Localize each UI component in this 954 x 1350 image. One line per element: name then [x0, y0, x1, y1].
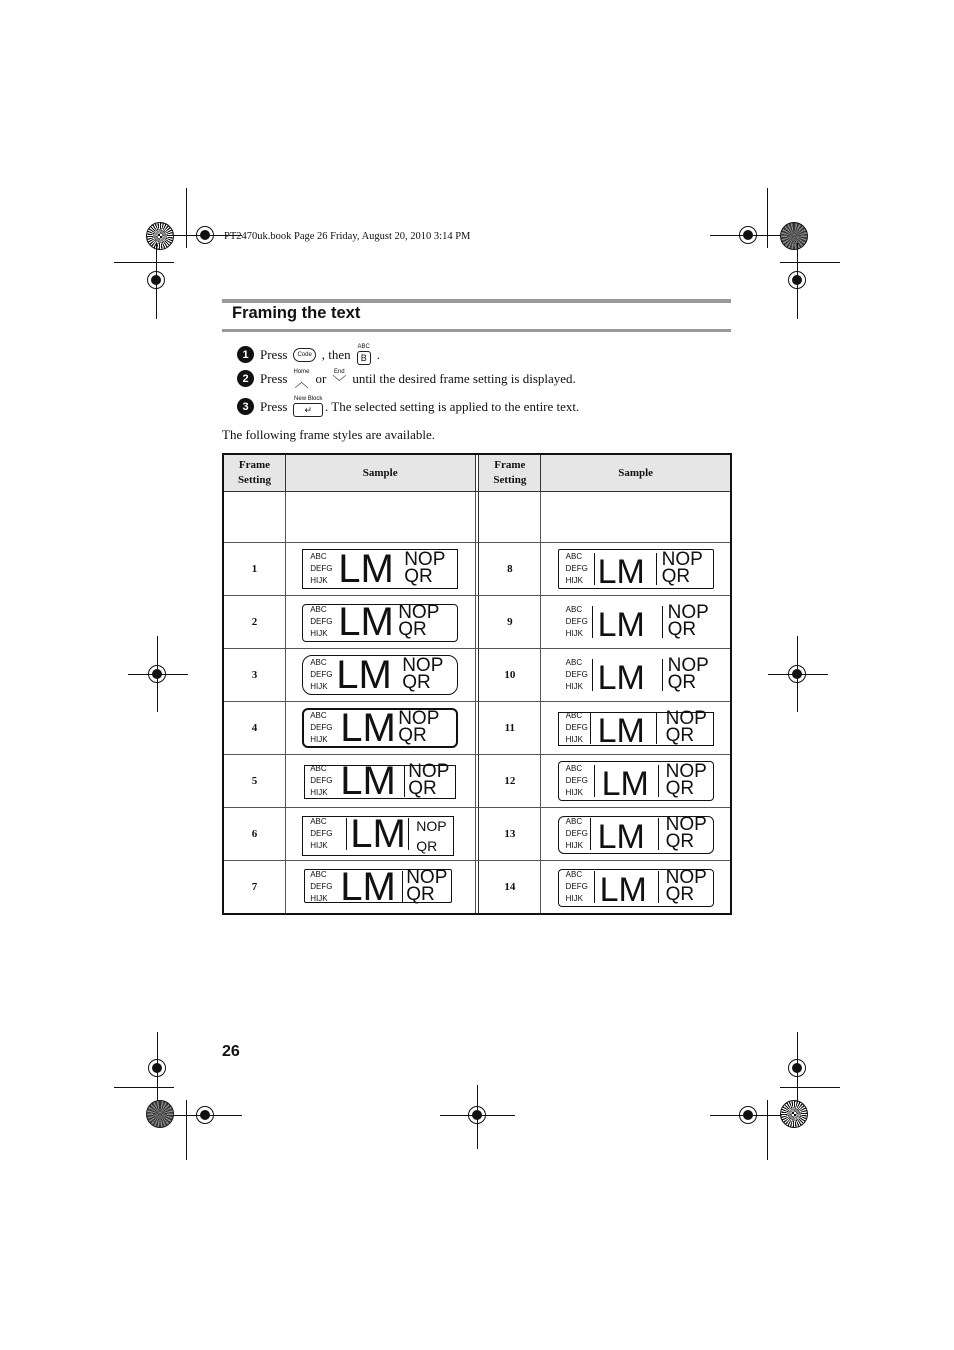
table-row [223, 649, 731, 702]
sample-cell [285, 702, 475, 755]
sample-medium-text [668, 657, 709, 691]
step-text: Press [260, 398, 288, 414]
sample-large-text: LM [597, 712, 645, 750]
header-sample: Sample [285, 454, 475, 492]
sample-line: ABC [310, 605, 327, 614]
sample-line: ABC [310, 658, 327, 667]
sample-small-text [310, 763, 332, 799]
home-up-key-icon: Home ︿ [293, 369, 310, 390]
sample-small-text [566, 710, 588, 746]
sample-line: QR [408, 778, 437, 799]
sample-medium-text [398, 604, 439, 638]
frame-divider [656, 553, 657, 585]
sample-large-text: LM [597, 818, 645, 856]
section-rule-top [222, 299, 731, 303]
step-text: or [315, 370, 327, 386]
frame-divider [404, 765, 405, 797]
sample-line: QR [398, 725, 427, 746]
sample-line: QR [667, 619, 697, 640]
step-number: 3 [237, 398, 254, 415]
sample-line: HIJK [310, 841, 328, 850]
sample-large-text: LM [340, 865, 396, 909]
sample-large-text: LM [350, 812, 406, 856]
step-text: until the desired frame setting is displayed. [352, 370, 576, 386]
sample-line: DEFG [565, 776, 588, 785]
sample-medium-text [406, 869, 447, 903]
frame-sample-12 [558, 761, 714, 801]
sample-line: ABC [565, 658, 583, 667]
frame-sample-7 [302, 867, 458, 907]
sample-cell [541, 861, 731, 915]
sample-line: ABC [565, 711, 583, 720]
sample-line: QR [398, 619, 427, 640]
sample-medium-text [404, 551, 445, 585]
frame-setting-number: 7 [223, 861, 285, 915]
step-text: . [376, 346, 380, 362]
sample-line: NOP [665, 708, 707, 729]
sample-line: HIJK [310, 788, 328, 797]
sample-large-text: LM [601, 765, 649, 803]
frame-styles-table [222, 453, 732, 915]
frame-sample-8 [558, 549, 714, 589]
table-header-row [223, 454, 731, 492]
sample-small-text [310, 816, 332, 852]
sample-line: NOP [398, 602, 440, 623]
sample-small-text [566, 551, 588, 587]
frame-divider [402, 871, 403, 903]
sample-cell [285, 649, 475, 702]
section-title: Framing the text [232, 304, 361, 322]
sample-large-text: LM [597, 553, 645, 591]
sample-line: DEFG [565, 564, 588, 573]
sample-line: HIJK [310, 576, 328, 585]
sample-large-text: LM [599, 871, 647, 909]
enter-key-icon: New Block ↵ [294, 396, 323, 415]
sample-small-text [310, 869, 332, 905]
header-separator [223, 492, 731, 543]
sample-small-text [566, 816, 588, 852]
separator-cell [479, 492, 541, 543]
frame-divider [594, 765, 595, 797]
frame-divider [590, 818, 591, 850]
sample-line: DEFG [310, 882, 333, 891]
sample-medium-text [416, 816, 446, 856]
sample-line: QR [402, 672, 431, 693]
frame-setting-number: 11 [479, 702, 541, 755]
sample-line: ABC [565, 552, 583, 561]
sample-large-text: LM [340, 759, 396, 803]
sample-line: DEFG [310, 829, 333, 838]
sample-line: DEFG [310, 617, 333, 626]
sample-cell [285, 596, 475, 649]
sample-line: QR [665, 778, 695, 799]
sample-line: NOP [406, 867, 448, 888]
sample-line: ABC [310, 764, 327, 773]
sample-line: ABC [565, 817, 583, 826]
frame-setting-number: 5 [223, 755, 285, 808]
sample-line: NOP [665, 867, 707, 888]
sample-line: NOP [665, 761, 707, 782]
sample-medium-text [666, 763, 707, 797]
table-row [223, 808, 731, 861]
sample-large-text: LM [336, 653, 392, 697]
step-text: . The selected setting is applied to the entire text. [325, 398, 580, 414]
sample-line: DEFG [565, 670, 588, 679]
frame-divider [658, 818, 659, 850]
frame-setting-number: 13 [479, 808, 541, 861]
frame-setting-number: 9 [479, 596, 541, 649]
sample-line: NOP [665, 814, 707, 835]
sample-medium-text [662, 551, 703, 585]
frame-divider [346, 818, 347, 850]
sample-line: QR [665, 725, 695, 746]
step-number: 2 [237, 370, 254, 387]
frame-sample-13 [558, 814, 714, 854]
frame-sample-14 [558, 867, 714, 907]
sample-line: HIJK [310, 894, 328, 903]
sample-line: NOP [402, 655, 444, 676]
separator-cell [223, 492, 285, 543]
sample-line: NOP [398, 708, 440, 729]
table-row [223, 702, 731, 755]
frame-setting-number: 2 [223, 596, 285, 649]
sample-large-text: LM [340, 706, 396, 750]
sample-small-text [310, 551, 332, 587]
intro-text: The following frame styles are available. [222, 427, 435, 442]
sample-line: DEFG [565, 617, 588, 626]
frame-sample-3 [302, 655, 458, 695]
sample-cell [541, 649, 731, 702]
sample-cell [541, 755, 731, 808]
frame-divider [592, 606, 593, 638]
frame-divider [656, 712, 657, 744]
step-text: Press [260, 346, 288, 362]
step-text: Press [260, 370, 288, 386]
sample-large-text: LM [597, 606, 645, 644]
sample-medium-text [668, 604, 709, 638]
table-row [223, 596, 731, 649]
b-key-icon: ABC B [357, 344, 370, 363]
sample-line: HIJK [565, 682, 583, 691]
sample-line: ABC [565, 870, 583, 879]
sample-line: QR [404, 566, 433, 587]
frame-sample-1 [302, 549, 458, 589]
sample-line: DEFG [565, 723, 588, 732]
sample-line: DEFG [565, 882, 588, 891]
step-number: 1 [237, 346, 254, 363]
sample-line: QR [665, 831, 695, 852]
sample-medium-text [666, 869, 707, 903]
frame-divider [408, 818, 409, 850]
frame-sample-10 [558, 655, 714, 695]
sample-line: QR [406, 884, 435, 905]
sample-medium-text [666, 710, 707, 744]
sample-line: NOP [404, 549, 446, 570]
frame-divider [594, 871, 595, 903]
sample-cell [541, 702, 731, 755]
step-2 [237, 369, 576, 388]
sample-small-text [566, 657, 588, 693]
frame-sample-4 [302, 708, 458, 748]
sample-cell [285, 755, 475, 808]
separator-cell [285, 492, 475, 543]
sample-medium-text [402, 657, 443, 691]
sample-large-text: LM [338, 547, 394, 591]
sample-line: QR [667, 672, 697, 693]
sample-line: NOP [667, 655, 709, 676]
frame-divider [658, 765, 659, 797]
sample-line: DEFG [310, 670, 333, 679]
sample-medium-text [666, 816, 707, 850]
sample-large-text: LM [597, 659, 645, 697]
frame-divider [658, 871, 659, 903]
sample-line: ABC [565, 605, 583, 614]
sample-line: QR [661, 566, 691, 587]
frame-divider [662, 659, 663, 691]
sample-line: QR [416, 838, 438, 854]
frame-setting-number: 12 [479, 755, 541, 808]
sample-line: ABC [310, 817, 327, 826]
sample-line: ABC [310, 711, 327, 720]
frame-setting-number: 3 [223, 649, 285, 702]
sample-line: NOP [661, 549, 703, 570]
sample-small-text [566, 604, 588, 640]
sample-line: HIJK [565, 788, 583, 797]
sample-small-text [566, 763, 588, 799]
sample-line: HIJK [310, 735, 328, 744]
section-rule-bottom [222, 329, 731, 332]
sample-line: DEFG [310, 776, 333, 785]
sample-line: NOP [667, 602, 709, 623]
frame-sample-2 [302, 602, 458, 642]
header-frame-setting: Frame Setting [223, 454, 285, 492]
table-row [223, 755, 731, 808]
sample-line: HIJK [565, 629, 583, 638]
sample-small-text [566, 869, 588, 905]
sample-cell [541, 808, 731, 861]
sample-medium-text [408, 763, 449, 797]
sample-line: NOP [416, 818, 447, 834]
sample-line: HIJK [310, 629, 328, 638]
frame-setting-number: 14 [479, 861, 541, 915]
sample-cell [541, 543, 731, 596]
sample-line: DEFG [310, 564, 333, 573]
sample-line: DEFG [310, 723, 333, 732]
sample-medium-text [398, 710, 439, 744]
sample-line: HIJK [565, 841, 583, 850]
sample-line: NOP [408, 761, 450, 782]
frame-sample-5 [302, 761, 458, 801]
page-number: 26 [222, 1043, 240, 1060]
sample-line: ABC [310, 870, 327, 879]
sample-line: HIJK [565, 576, 583, 585]
frame-sample-11 [558, 708, 714, 748]
sample-line: QR [665, 884, 695, 905]
sample-cell [285, 808, 475, 861]
sample-cell [285, 861, 475, 915]
header-sample: Sample [541, 454, 731, 492]
code-key-icon: Code [293, 348, 315, 362]
sample-small-text [310, 604, 332, 640]
frame-divider [662, 606, 663, 638]
sample-line: ABC [310, 552, 327, 561]
sample-small-text [310, 710, 332, 746]
end-down-key-icon: End ﹀ [332, 369, 347, 390]
sample-line: HIJK [565, 735, 583, 744]
frame-divider [592, 659, 593, 691]
sample-small-text [310, 657, 332, 693]
frame-divider [590, 712, 591, 744]
frame-sample-6 [302, 814, 458, 854]
frame-setting-number: 1 [223, 543, 285, 596]
frame-setting-number: 4 [223, 702, 285, 755]
sample-line: DEFG [565, 829, 588, 838]
step-text: , then [321, 346, 351, 362]
sample-line: HIJK [565, 894, 583, 903]
sample-line: HIJK [310, 682, 328, 691]
sample-line: ABC [565, 764, 583, 773]
frame-setting-number: 10 [479, 649, 541, 702]
table-row [223, 543, 731, 596]
step-3 [237, 396, 579, 417]
frame-setting-number: 8 [479, 543, 541, 596]
frame-sample-9 [558, 602, 714, 642]
frame-setting-number: 6 [223, 808, 285, 861]
sample-large-text: LM [338, 600, 394, 644]
sample-cell [285, 543, 475, 596]
header-frame-setting: Frame Setting [479, 454, 541, 492]
step-1 [237, 344, 380, 365]
book-file-info: PT2470uk.book Page 26 Friday, August 20, 2010 3:14 PM [224, 231, 471, 242]
table-row [223, 861, 731, 915]
frame-divider [594, 553, 595, 585]
sample-cell [541, 596, 731, 649]
separator-cell [541, 492, 731, 543]
